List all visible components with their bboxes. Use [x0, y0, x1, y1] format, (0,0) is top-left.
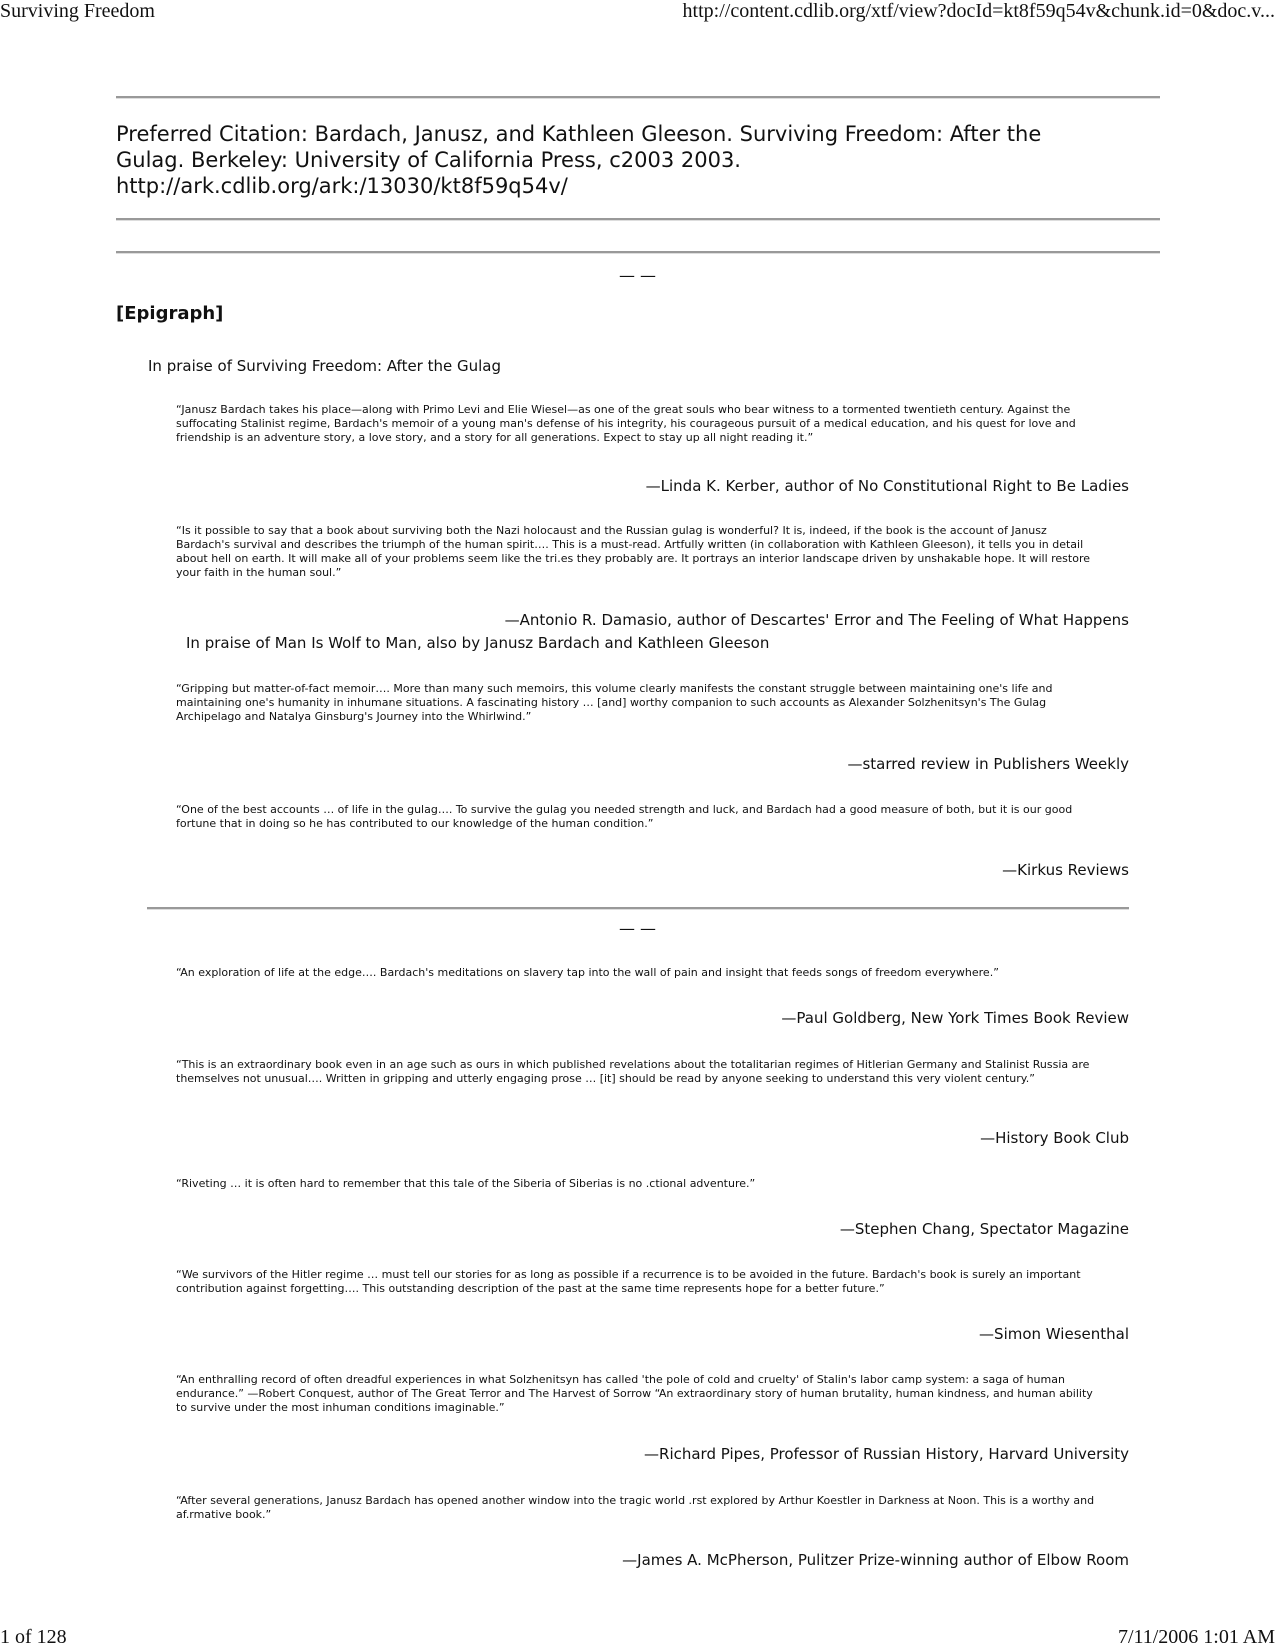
top-rule: [116, 96, 1160, 99]
section-rule: [116, 251, 1160, 254]
blurb-attribution: —Paul Goldberg, New York Times Book Review: [781, 1009, 1129, 1027]
blurb-quote: “This is an extraordinary book even in an age such as ours in which published revelations about the totalitarian regimes of Hitlerian Germany and Stalinist Russia are themselves not unusual…. Written in gripping and utterly engaging prose … [it] should be read by anyone seeking to understand this very violent century.”: [176, 1058, 1090, 1085]
blurb-quote: “Gripping but matter-of-fact memoir…. More than many such memoirs, this volume clearly manifests the constant struggle between maintaining one's life and maintaining one's humanity in inhumane situations. A fascinating history … [and] worthy companion to such accounts as Alexander Solzhenitsyn's The Gulag Archipelago and Natalya Ginsburg's Journey into the Whirlwind.”: [176, 682, 1053, 723]
blurb-attribution: —Stephen Chang, Spectator Magazine: [839, 1220, 1129, 1238]
blurb-attribution: —Richard Pipes, Professor of Russian History, Harvard University: [644, 1445, 1129, 1463]
blurb-quote: “We survivors of the Hitler regime … must tell our stories for as long as possible if a recurrence is to be avoided in the future. Bardach's book is surely an important contribution against forgetting…. This outstanding description of the past at the same time represents hope for a better future.”: [176, 1268, 1081, 1295]
page-break-dashes: — —: [618, 919, 657, 938]
print-footer-page-count: 1 of 128: [0, 1626, 67, 1648]
blurb-attribution: —starred review in Publishers Weekly: [847, 755, 1129, 773]
blurb-attribution: —History Book Club: [980, 1129, 1129, 1147]
preferred-citation: [116, 121, 1076, 199]
blurb-attribution: —Simon Wiesenthal: [979, 1325, 1129, 1343]
blurb-quote: “One of the best accounts … of life in the gulag…. To survive the gulag you needed strength and luck, and Bardach had a good measure of both, but it is our good fortune that in doing so he has contributed to our knowledge of the human condition.”: [176, 803, 1073, 830]
citation-line-1: Preferred Citation: Bardach, Janusz, and Kathleen Gleeson. Surviving Freedom: After the: [116, 122, 1042, 146]
page-break-dashes: — —: [618, 266, 657, 285]
blurb-attribution: —Antonio R. Damasio, author of Descartes' Error and The Feeling of What Happens: [504, 611, 1129, 629]
blurb-attribution: —Linda K. Kerber, author of No Constitutional Right to Be Ladies: [645, 477, 1129, 495]
print-header-url[interactable]: http://content.cdlib.org/xtf/view?docId=kt8f59q54v&chunk.id=0&doc.v...: [682, 0, 1275, 22]
praise-heading: In praise of Surviving Freedom: After the Gulag: [148, 357, 502, 375]
citation-rule-bottom: [116, 218, 1160, 221]
print-footer-timestamp: 7/11/2006 1:01 AM: [1117, 1626, 1275, 1648]
blurb-quote: “An exploration of life at the edge…. Bardach's meditations on slavery tap into the wall of pain and insight that feeds songs of freedom everywhere.”: [176, 966, 999, 979]
blurb-quote: “An enthralling record of often dreadful experiences in what Solzhenitsyn has called 'the pole of cold and cruelty' of Stalin's labor camp system: a saga of human endurance.” —Robert Conquest, author of The Great Terror and The Harvest of Sorrow “An extraordinary story of human brutality, human kindness, and human ability to survive under the most inhuman conditions imaginable.”: [176, 1373, 1093, 1414]
blurb-quote: “Janusz Bardach takes his place—along with Primo Levi and Elie Wiesel—as one of the great souls who bear witness to a tormented twentieth century. Against the suffocating Stalinist regime, Bardach's memoir of a young man's defense of his integrity, his courageous pursuit of a medical education, and his quest for love and friendship is an adventure story, a love story, and a story for all generations. Expect to stay up all night reading it.”: [176, 403, 1076, 444]
blurb-attribution: —James A. McPherson, Pulitzer Prize-winning author of Elbow Room: [622, 1551, 1129, 1569]
blurb-quote: “After several generations, Janusz Bardach has opened another window into the tragic world .rst explored by Arthur Koestler in Darkness at Noon. This is a worthy and af.rmative book.”: [176, 1494, 1095, 1521]
citation-link[interactable]: http://ark.cdlib.org/ark:/13030/kt8f59q54v/: [116, 174, 568, 198]
print-header-title: Surviving Freedom: [0, 0, 155, 22]
praise-heading: In praise of Man Is Wolf to Man, also by Janusz Bardach and Kathleen Gleeson: [186, 634, 770, 652]
epigraph-heading: [Epigraph]: [116, 303, 224, 324]
citation-line-2: Gulag. Berkeley: University of California Press, c2003 2003.: [116, 148, 741, 172]
blurb-quote: “Riveting … it is often hard to remember that this tale of the Siberia of Siberias is no .ctional adventure.”: [176, 1177, 756, 1190]
blurb-attribution: —Kirkus Reviews: [1002, 861, 1129, 879]
page-break-rule: [147, 907, 1129, 910]
blurb-quote: “Is it possible to say that a book about surviving both the Nazi holocaust and the Russian gulag is wonderful? It is, indeed, if the book is the account of Janusz Bardach's survival and describes the triumph of the human spirit…. This is a must-read. Artfully written (in collaboration with Kathleen Gleeson), it tells you in detail about hell on earth. It will make all of your problems seem like the tri.es they probably are. It portrays an interior landscape driven by unshakable hope. It will restore your faith in the human soul.”: [176, 524, 1090, 579]
